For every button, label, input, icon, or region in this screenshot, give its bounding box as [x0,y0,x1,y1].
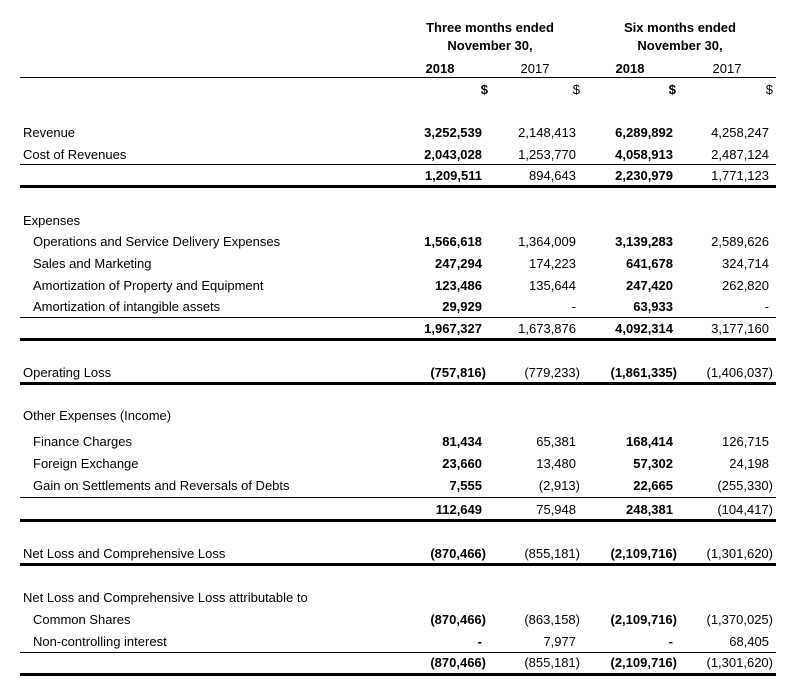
row-label-gain-on-settlements: Gain on Settlements and Reversals of Debts [33,478,290,493]
cell-value: 1,253,770 [518,147,576,162]
cell-value: 4,058,913 [615,147,673,162]
cell-value: (1,406,037) [706,365,773,380]
cell-value: 2,487,124 [711,147,769,162]
row-label-amortization-ppe: Amortization of Property and Equipment [33,278,264,293]
cell-value: (2,109,716) [610,612,677,627]
cell-value: 22,665 [633,478,673,493]
subtotal-value: 112,649 [435,502,482,517]
cell-value: 3,252,539 [424,125,482,140]
cell-value: (779,233) [524,365,580,380]
cell-value: (870,466) [430,546,486,561]
cell-value: 324,714 [722,256,769,271]
cell-value: (1,301,620) [706,546,773,561]
cell-value: (1,861,335) [610,365,677,380]
cell-value: 7,977 [543,634,576,649]
section-heading-other-expenses: Other Expenses (Income) [23,408,172,423]
total-rule [20,519,776,522]
cell-value: (855,181) [524,546,580,561]
subtotal-value: 75,948 [536,502,576,517]
cell-value: (255,330) [717,478,773,493]
cell-value: 24,198 [729,456,769,471]
row-rule [20,652,776,653]
subtotal-value: 894,643 [529,168,576,183]
cell-value: - [668,634,673,649]
subtotal-value: (870,466) [430,655,486,670]
cell-value: 29,929 [442,299,482,314]
cell-value: 13,480 [536,456,576,471]
row-label-sales-marketing: Sales and Marketing [33,256,152,271]
row-label-finance-charges: Finance Charges [33,434,132,449]
year-header: 2017 [520,61,550,76]
row-label-amortization-intangible: Amortization of intangible assets [33,299,221,314]
subtotal-value: (855,181) [524,655,580,670]
period-three-months-line2: November 30, [447,38,533,53]
currency-label: $ [572,82,580,97]
cell-value: 1,364,009 [518,234,576,249]
cell-value: - [477,634,482,649]
row-label-revenue: Revenue [23,125,76,140]
subtotal-value: 4,092,314 [615,321,673,336]
subtotal-value: 248,381 [626,502,673,517]
cell-value: (1,370,025) [706,612,773,627]
currency-label: $ [765,82,773,97]
cell-value: (757,816) [430,365,486,380]
section-heading-attributable: Net Loss and Comprehensive Loss attributable to [23,590,308,605]
section-heading-expenses: Expenses [23,213,81,228]
subtotal-value: 1,967,327 [424,321,482,336]
cell-value: 65,381 [536,434,576,449]
row-label-cost-of-revenues: Cost of Revenues [23,147,127,162]
cell-value: 57,302 [633,456,673,471]
cell-value: (2,109,716) [610,546,677,561]
subtotal-value: (1,301,620) [706,655,773,670]
cell-value: (870,466) [430,612,486,627]
cell-value: 63,933 [633,299,673,314]
total-rule [20,673,776,676]
cell-value: 4,258,247 [711,125,769,140]
header-rule [20,77,776,78]
row-label-net-loss: Net Loss and Comprehensive Loss [23,546,226,561]
subtotal-value: 3,177,160 [711,321,769,336]
year-header: 2018 [425,61,455,76]
cell-value: 262,820 [722,278,769,293]
cell-value: (2,913) [538,478,580,493]
cell-value: 3,139,283 [615,234,673,249]
total-rule [20,185,776,188]
currency-label: $ [480,82,488,97]
period-six-months-line2: November 30, [637,38,723,53]
cell-value: 7,555 [449,478,482,493]
cell-value: - [571,299,576,314]
row-label-operations: Operations and Service Delivery Expenses [33,234,281,249]
cell-value: 641,678 [626,256,673,271]
cell-value: 81,434 [442,434,482,449]
row-label-common-shares: Common Shares [33,612,131,627]
cell-value: 174,223 [529,256,576,271]
subtotal-value: 2,230,979 [615,168,673,183]
cell-value: 126,715 [722,434,769,449]
row-label-non-controlling-interest: Non-controlling interest [33,634,167,649]
row-label-foreign-exchange: Foreign Exchange [33,456,139,471]
cell-value: 1,566,618 [424,234,482,249]
row-label-operating-loss: Operating Loss [23,365,112,380]
cell-value: 23,660 [442,456,482,471]
cell-value: 135,644 [529,278,576,293]
cell-value: 123,486 [435,278,482,293]
cell-value: 247,294 [435,256,482,271]
cell-value: 2,148,413 [518,125,576,140]
subtotal-value: (104,417) [717,502,773,517]
subtotal-value: 1,673,876 [518,321,576,336]
total-rule [20,382,776,385]
total-rule [20,563,776,566]
subtotal-value: 1,771,123 [711,168,769,183]
cell-value: - [764,299,769,314]
cell-value: 247,420 [626,278,673,293]
cell-value: 6,289,892 [615,125,673,140]
currency-label: $ [668,82,676,97]
row-rule [20,164,776,165]
cell-value: 2,043,028 [424,147,482,162]
period-six-months-line1: Six months ended [624,20,736,35]
subtotal-value: 1,209,511 [424,168,482,183]
total-rule [20,338,776,341]
cell-value: 2,589,626 [711,234,769,249]
cell-value: (863,158) [524,612,580,627]
cell-value: 168,414 [626,434,673,449]
subtotal-value: (2,109,716) [610,655,677,670]
row-rule [20,497,776,498]
year-header: 2018 [615,61,645,76]
row-rule [20,317,776,318]
year-header: 2017 [712,61,742,76]
cell-value: 68,405 [729,634,769,649]
period-three-months-line1: Three months ended [426,20,554,35]
